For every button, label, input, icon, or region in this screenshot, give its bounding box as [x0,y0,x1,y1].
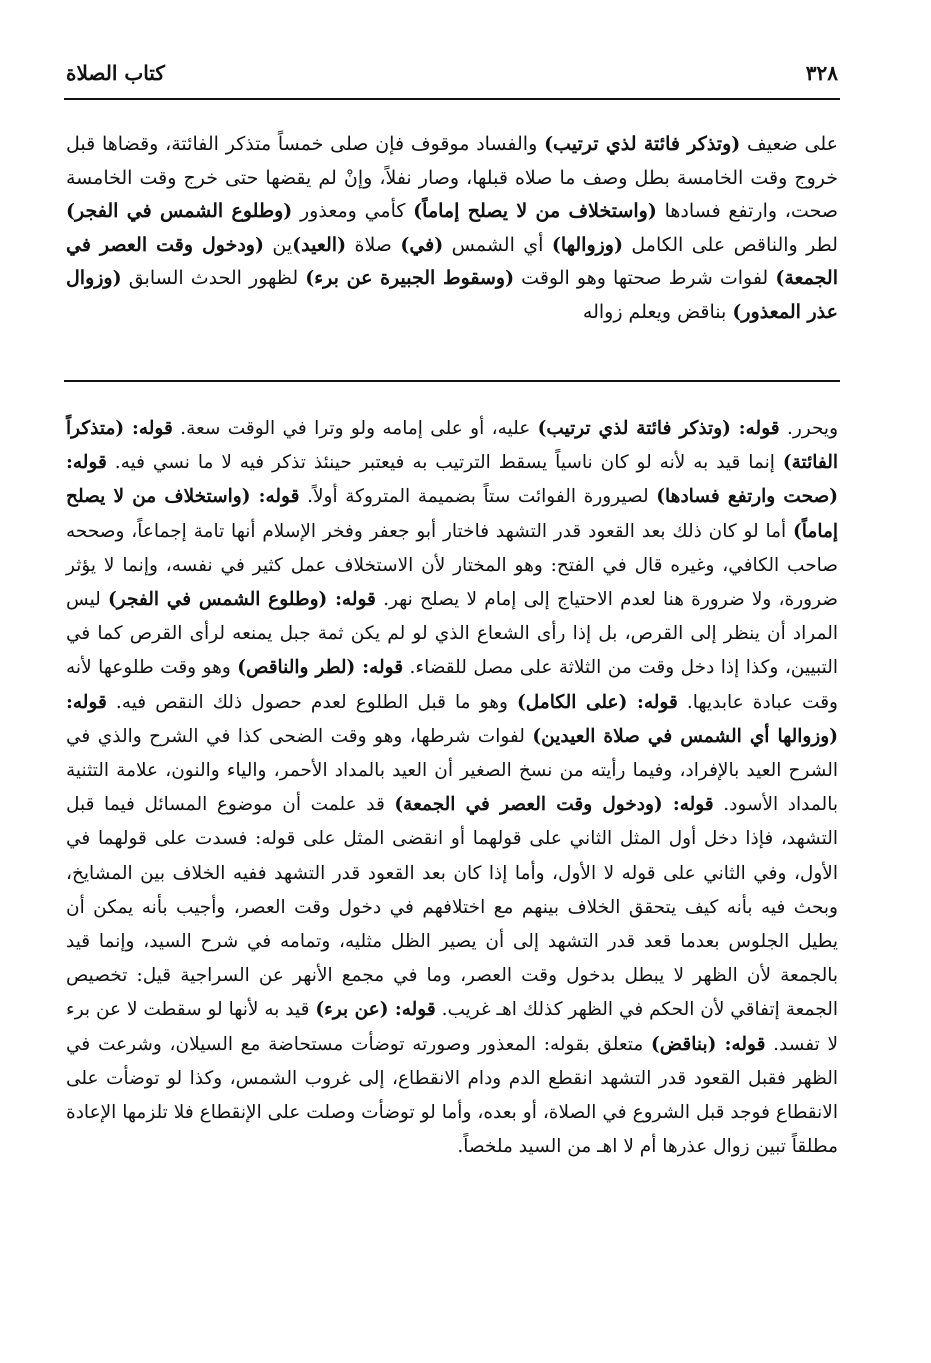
commentary-seg: ليس المراد أن ينظر إلى القرص، بل إذا رأى الشعاع الذي لو لم يكن ثمة جبل يمنعه لرأى القرص كما في التبيين، وكذا إذا دخل وقت من الثلاثة على مصل للقضاء. [66,589,838,679]
commentary-seg: عليه، أو على إمامه ولو وترا في الوقت سعة. [172,418,538,439]
page-number: ٣٢٨ [805,61,838,85]
commentary-seg-bold: قوله: (وزوالها أي الشمس في صلاة العيدين) [66,691,838,747]
commentary-seg-bold: قوله: (وطلوع الشمس في الفجر) [108,589,376,611]
commentary-seg: متعلق بقوله: المعذور وصورته توضأت مستحاضة مع السيلان، وشرعت في الظهر فقبل القعود قدر التشهد انقطع الدم ودام الانقطاع، إلى غروب الشمس، وكذا لو توضأت على الانقطاع فوجد قبل الشروع في الصلاة، أو بعده، وأما لو توضأت وصلت على الإنقطاع فلا تلزمها الإعادة مطلقاً تبين زوال عذرها أم لا اهـ من السيد ملخصاً. [66,1033,838,1158]
commentary-seg: لفوات شرطها، وهو وقت الضحى كذا في الشرح والذي في الشرح العيد بالإفراد، وفيما رأيته من نسخ الصغير أن العيد بالمداد الأحمر، والياء والنون، علامة التثنية بالمداد الأسود. [66,725,838,816]
commentary-seg: لصيرورة الفوائت ستاً بضميمة المتروكة أولاً. [299,486,657,508]
main-seg: ين [263,233,293,256]
commentary-seg-bold: قوله: (وتذكر فائتة لذي ترتيب) [537,418,780,439]
commentary-text [66,412,838,1164]
main-seg-bold: (ودخول وقت العصر في الجمعة) [66,233,838,289]
commentary-seg: وهو ما قبل الطلوع لعدم حصول ذلك النقص فيه. [106,691,518,713]
page-header [66,58,838,92]
main-seg-bold: (في) [400,233,444,256]
main-seg: والفساد موقوف فإن صلى خمساً متذكر الفائتة، وقضاها قبل خروج وقت الخامسة بطل وصف ما صلاه قبلها، وصار نفلاً، وإنْ لم يقضها حتى خرج وقت الخامسة صحت، وارتفع فسادها [66,133,838,222]
commentary-seg: قد علمت أن موضوع المسائل فيما قبل التشهد، فإذا دخل أول المثل الثاني على قولهما أو انقضى المثل على قوله: فسدت على قولهما في الأول، وفي الثاني على قوله لا الأول، وأما إذا كان بعد القعود قدر التشهد ففيه الخلاف بين المشايخ، وبحث فيه بأنه كيف يتحقق الخلاف بينهم مع اختلافهم في دخول وقت العصر، وأجيب بأنه يمكن أن يطيل الجلوس بعدما قعد قدر التشهد إلى أن يصير الظل مثليه، وتمامه في شرح السيد، وإنما قيد بالجمعة لأن الظهر لا يبطل بدخول وقت العصر، وما في مجمع الأنهر عن السراجية قيل: تخصيص الجمعة إتفاقي لأن الحكم في الظهر كذلك اهـ غريب. [66,794,838,1021]
book-page [66,58,838,1348]
main-seg: صلاة [346,233,401,256]
main-seg: بناقض ويعلم زواله [582,300,733,323]
commentary-seg-bold: قوله: (عن برء) [315,999,436,1021]
commentary-seg-bold: قوله: (بناقض) [651,1033,766,1055]
text-divider-rule [64,380,840,382]
commentary-seg-bold: قوله: (متذكراً الفائتة) [66,418,838,474]
main-seg: لطر والناقص على الكامل [622,233,838,256]
main-seg: لفوات شرط صحتها وهو الوقت [514,267,776,289]
main-seg-bold: (العيد) [292,233,347,256]
main-seg: أي الشمس [443,233,552,256]
commentary-seg: وهو وقت طلوعها لأنه وقت عبادة عابديها. [66,657,838,713]
main-seg-bold: (وطلوع الشمس في الفجر) [66,200,293,222]
commentary-seg-bold: قوله: (على الكامل) [517,691,678,713]
commentary-seg: قيد به لأنها لو سقطت لا عن برء لا تفسد. [66,999,838,1055]
main-seg: على ضعيف [740,133,839,155]
commentary-seg-bold: قوله: (لطر والناقص) [237,657,404,679]
main-seg-bold: (وزوالها) [551,233,623,256]
main-seg: لظهور الحدث السابق [121,267,306,289]
main-seg: كأمي ومعذور [292,200,414,222]
main-seg-bold: (وسقوط الجبيرة عن برء) [305,267,515,289]
commentary-seg-bold: قوله: (ودخول وقت العصر في الجمعة) [394,794,714,816]
main-seg-bold: (وزوال عذر المعذور) [66,267,838,323]
commentary-seg-bold: قوله: (صحت وارتفع فسادها) [66,452,838,508]
main-seg-bold: (وتذكر فائتة لذي ترتيب) [544,133,741,155]
commentary-seg: أما لو كان ذلك بعد القعود قدر التشهد فاختار أبو جعفر وفخر الإسلام أنها تامة إجماعاً، وصححه صاحب الكافي، وغيره قال في الفتح: وهو المختار لأن الاستخلاف عمل كثير في نفسه، وإنما لا يؤثر ضرورة، ولا ضرورة هنا لعدم الاحتياج إلى إمام لا يصلح نهر. [66,520,839,611]
main-seg-bold: (واستخلاف من لا يصلح إماماً) [413,200,657,222]
commentary-seg-bold: قوله: (واستخلاف من لا يصلح إماماً) [66,486,839,542]
commentary-seg: ويحرر. [779,418,838,439]
commentary-seg: إنما قيد به لأنه لو كان ناسياً يسقط الترتيب به فيعتبر حينئذ تذكر فيه لا ما نسي فيه. [106,452,783,474]
header-rule [64,98,840,100]
main-text [66,128,838,329]
running-title: كتاب الصلاة [66,61,165,85]
